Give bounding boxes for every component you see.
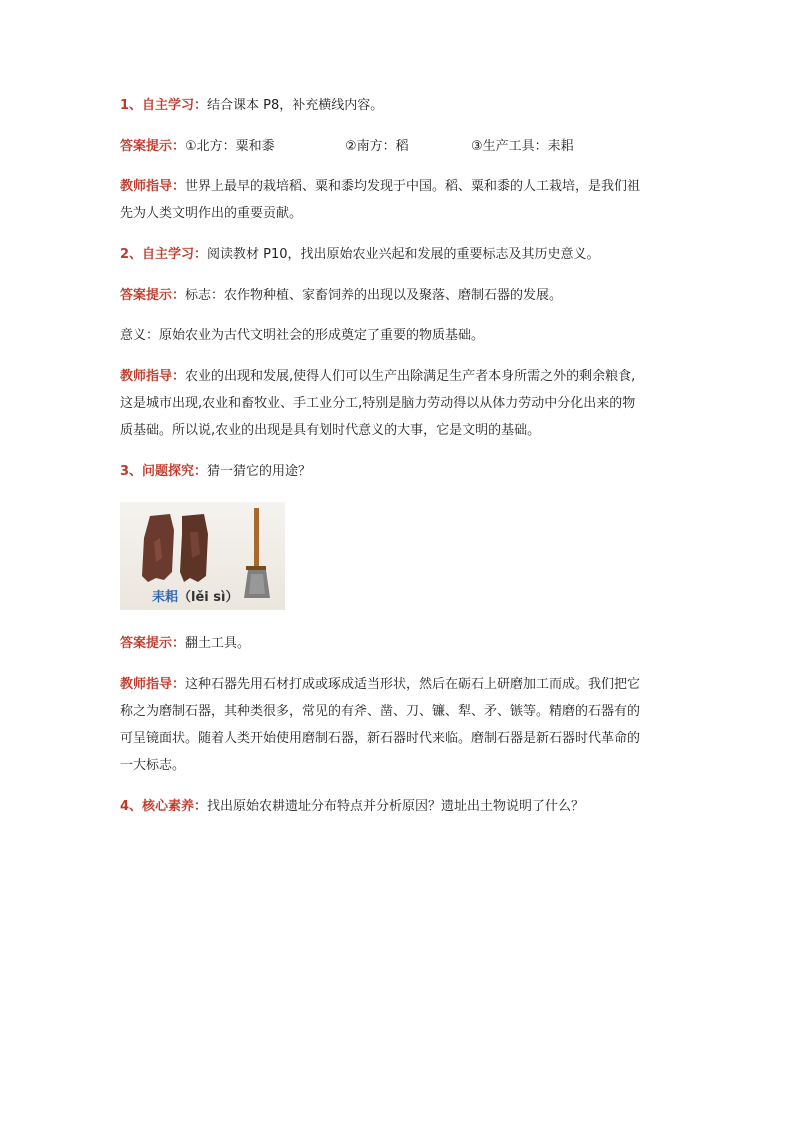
s3-answer-line [120, 630, 250, 657]
s3-guide-line-1 [120, 671, 640, 698]
s1-text: 结合课本 P8，补充横线内容。 [207, 98, 384, 113]
s3-line [120, 458, 311, 485]
s1-heading: 1、自主学习： [120, 98, 208, 113]
s2-meaning-line [120, 322, 484, 349]
leisi-caption-name: 耒耜 [152, 590, 179, 605]
s1-answer-2: ②南方：稻 [345, 139, 409, 154]
s2-meaning: 意义：原始农业为古代文明社会的形成奠定了重要的物质基础。 [120, 328, 485, 343]
s3-guide-line-2 [120, 698, 640, 725]
s2-answer: 标志：农作物种植、家畜饲养的出现以及聚落、磨制石器的发展。 [185, 288, 563, 303]
s2-guide-line-2 [120, 390, 635, 417]
s2-answer-label: 答案提示： [120, 288, 186, 303]
s1-guide-text-1: 世界上最早的栽培稻、粟和黍均发现于中国。稻、粟和黍的人工栽培，是我们祖 [185, 179, 641, 194]
leisi-caption [152, 586, 238, 605]
s3-guide-line-4 [120, 752, 185, 779]
s2-guide-line-1 [120, 363, 635, 390]
s3-guide-text-1: 这种石器先用石材打成或琢成适当形状，然后在砺石上研磨加工而成。我们把它 [185, 677, 641, 692]
s2-guide-text-2: 这是城市出现,农业和畜牧业、手工业分工,特别是脑力劳动得以从体力劳动中分化出来的物 [120, 396, 636, 411]
s2-guide-text-1: 农业的出现和发展,使得人们可以生产出除满足生产者本身所需之外的剩余粮食, [185, 369, 636, 384]
leisi-figure [120, 502, 285, 610]
s3-guide-text-3: 可呈镜面状。随着人类开始使用磨制石器，新石器时代来临。磨制石器是新石器时代革命的 [120, 731, 641, 746]
s3-text: 猜一猜它的用途？ [207, 464, 312, 479]
leisi-caption-pinyin: （lěi sì） [178, 590, 239, 605]
s2-answer-line [120, 282, 562, 309]
s1-answer-label: 答案提示： [120, 139, 186, 154]
s1-guide-line-2 [120, 200, 302, 227]
s3-heading: 3、问题探究： [120, 464, 208, 479]
s4-text: 找出原始农耕遗址分布特点并分析原因？遗址出土物说明了什么？ [207, 799, 585, 814]
s2-text: 阅读教材 P10，找出原始农业兴起和发展的重要标志及其历史意义。 [207, 247, 600, 262]
s2-heading: 2、自主学习： [120, 247, 208, 262]
s3-answer-label: 答案提示： [120, 636, 186, 651]
stone-head-highlight [249, 574, 265, 594]
s2-guide-line-3 [120, 417, 540, 444]
s1-answer-3: ③生产工具：耒耜 [471, 139, 574, 154]
crossbar [246, 566, 266, 570]
s1-answer-1: ①北方：粟和黍 [185, 139, 275, 154]
s1-guide-text-2: 先为人类文明作出的重要贡献。 [120, 206, 303, 221]
s3-guide-text-4: 一大标志。 [120, 758, 186, 773]
s1-guide-line-1 [120, 173, 640, 200]
s1-answer-line [120, 133, 574, 160]
s1-line [120, 92, 383, 119]
s4-heading: 4、核心素养： [120, 799, 208, 814]
s3-guide-text-2: 称之为磨制石器，其种类很多，常见的有斧、凿、刀、镰、犁、矛、镞等。精磨的石器有的 [120, 704, 641, 719]
s4-line [120, 793, 584, 820]
s2-line [120, 241, 600, 268]
s2-guide-label: 教师指导： [120, 369, 186, 384]
s3-guide-line-3 [120, 725, 640, 752]
s2-guide-text-3: 质基础。所以说,农业的出现是具有划时代意义的大事，它是文明的基础。 [120, 423, 541, 438]
s1-guide-label: 教师指导： [120, 179, 186, 194]
s3-guide-label: 教师指导： [120, 677, 186, 692]
s3-answer: 翻土工具。 [185, 636, 251, 651]
